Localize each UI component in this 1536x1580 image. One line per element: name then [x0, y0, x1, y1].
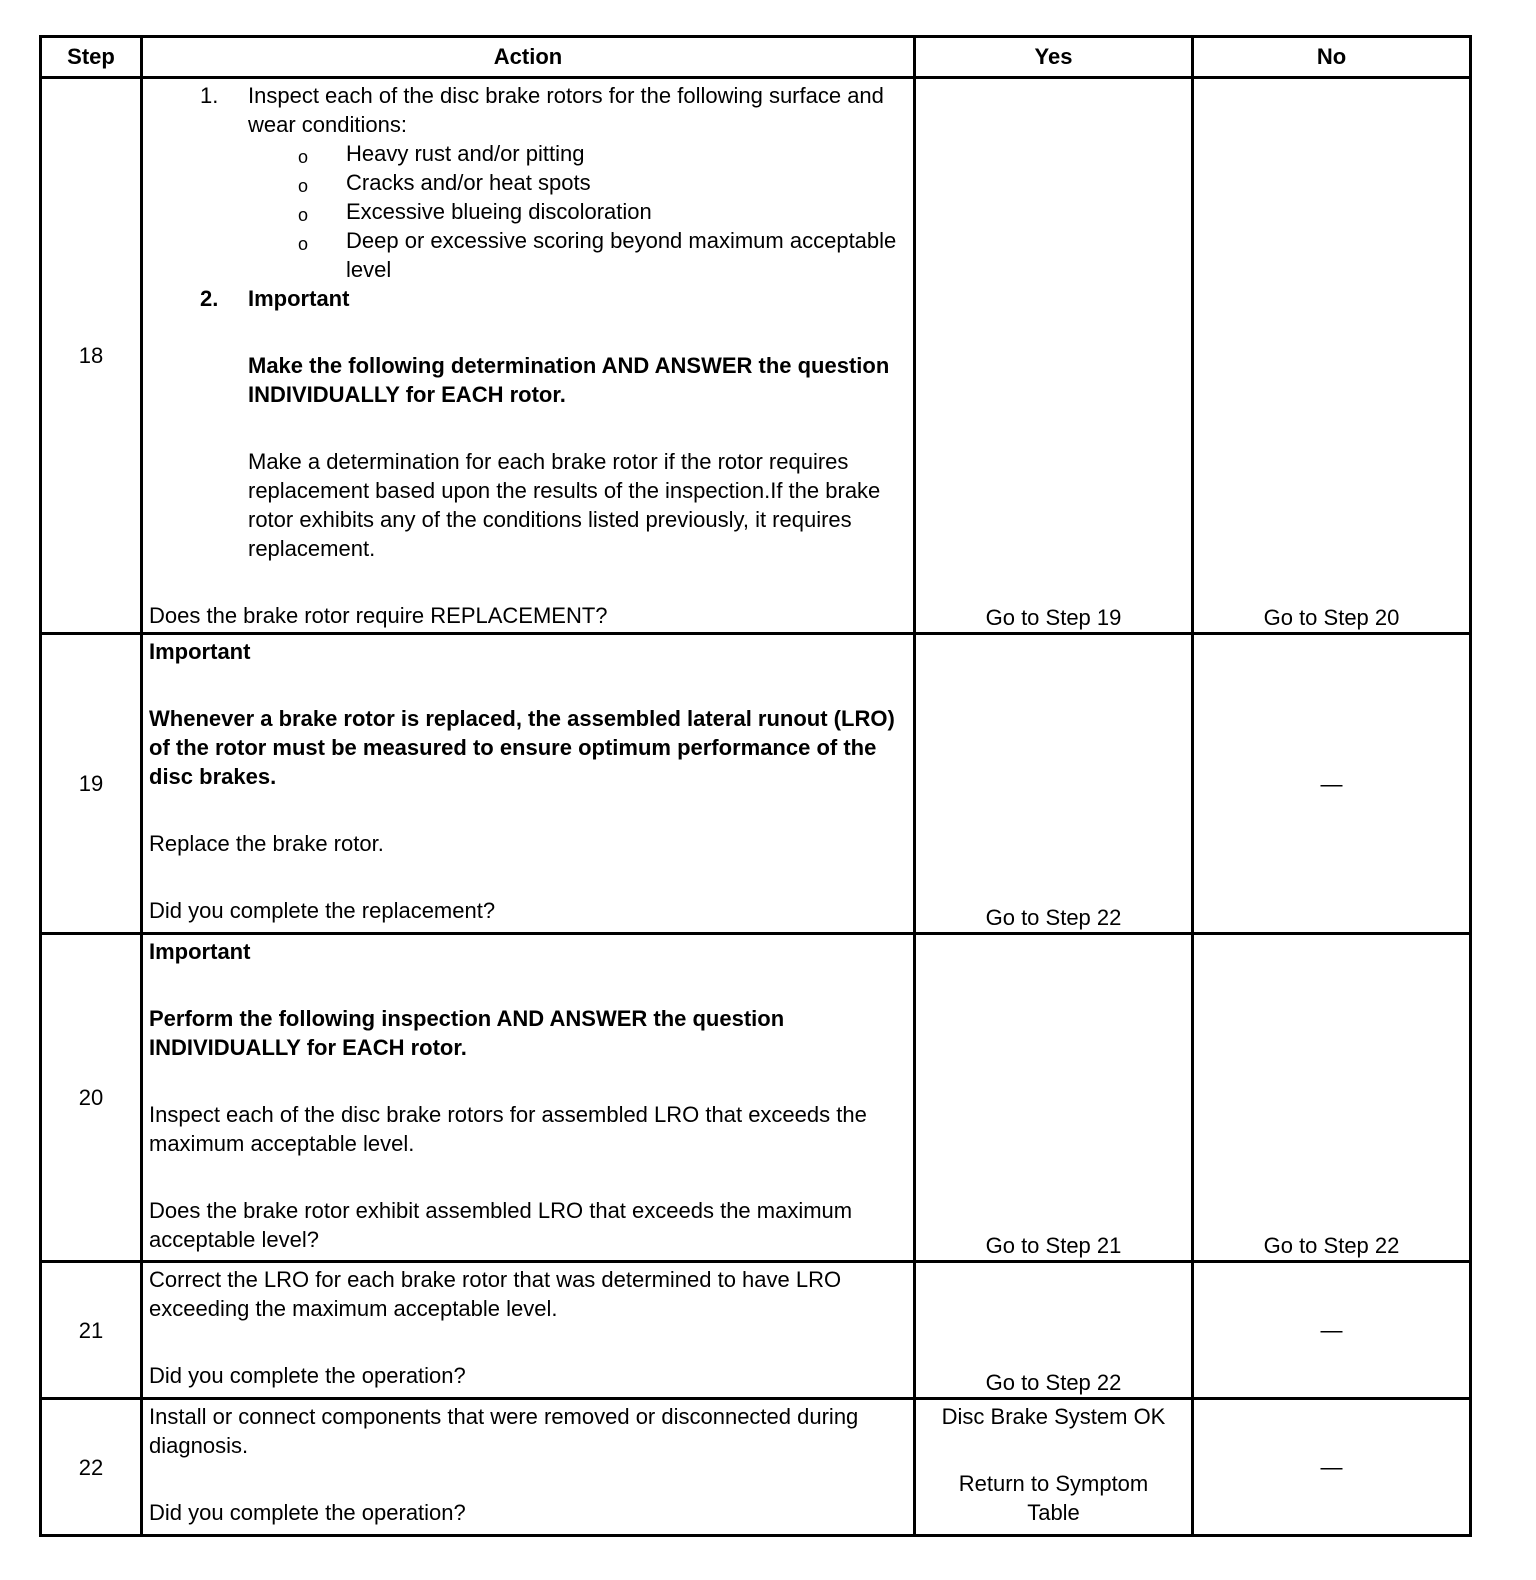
- bullet-list: [248, 139, 907, 284]
- action-cell: [142, 1262, 915, 1399]
- diagnostic-table: [39, 35, 1472, 1537]
- table-row-step-21: [41, 1262, 1471, 1399]
- no-answer: —: [1320, 1454, 1343, 1480]
- diagnostic-table-container: [39, 35, 1472, 1537]
- no-cell: [1193, 78, 1471, 634]
- no-cell: [1193, 634, 1471, 934]
- yes-cell: [915, 634, 1193, 934]
- yes-cell: [915, 934, 1193, 1262]
- header-row: [41, 37, 1471, 78]
- header-no: No: [1193, 37, 1471, 78]
- no-answer: —: [1320, 1317, 1343, 1343]
- list-item-text: Inspect each of the disc brake rotors for the following surface and wear conditions:: [248, 83, 884, 137]
- no-cell: [1193, 1262, 1471, 1399]
- step-number: 21: [41, 1262, 142, 1399]
- question-text: Did you complete the operation?: [149, 1363, 466, 1388]
- bullet-icon: o: [298, 147, 309, 167]
- bullet-text: Excessive blueing discoloration: [346, 199, 652, 224]
- step-number: 18: [41, 78, 142, 634]
- table-row-step-22: [41, 1399, 1471, 1536]
- action-text: Inspect each of the disc brake rotors for assembled LRO that exceeds the maximum acceptable level.: [149, 1102, 867, 1156]
- important-note: Whenever a brake rotor is replaced, the assembled lateral runout (LRO) of the rotor must be measured to ensure optimum performance of the disc brakes.: [149, 706, 895, 789]
- table-row-step-18: [41, 78, 1471, 634]
- yes-answer: Go to Step 22: [985, 1370, 1122, 1395]
- no-answer: Go to Step 20: [1263, 605, 1400, 630]
- action-cell: [142, 934, 915, 1262]
- yes-cell: [915, 1399, 1193, 1536]
- important-label: Important: [248, 286, 350, 311]
- action-text: Replace the brake rotor.: [149, 831, 384, 856]
- determination-text: Make a determination for each brake rotor if the rotor requires replacement based upon the results of the inspection.If the brake rotor exhibits any of the conditions listed previously, it requires replacement.: [248, 449, 881, 561]
- yes-answer: Go to Step 22: [985, 905, 1122, 930]
- yes-answer: Go to Step 21: [985, 1233, 1122, 1258]
- step-number: 19: [41, 634, 142, 934]
- bullet-item: [298, 197, 907, 226]
- question-text: Does the brake rotor require REPLACEMENT?: [149, 603, 608, 628]
- question-text: Does the brake rotor exhibit assembled LRO that exceeds the maximum acceptable level?: [149, 1198, 853, 1252]
- bullet-item: [298, 168, 907, 197]
- no-cell: [1193, 934, 1471, 1262]
- header-yes: Yes: [915, 37, 1193, 78]
- yes-answer: Go to Step 19: [985, 605, 1122, 630]
- list-item: [200, 81, 907, 284]
- important-label: Important: [149, 639, 251, 664]
- bullet-text: Cracks and/or heat spots: [346, 170, 591, 195]
- bullet-text: Heavy rust and/or pitting: [346, 141, 585, 166]
- bullet-item: [298, 226, 907, 284]
- header-action: Action: [142, 37, 915, 78]
- bullet-icon: o: [298, 205, 309, 225]
- step-number: 20: [41, 934, 142, 1262]
- yes-answer-status: Disc Brake System OK: [941, 1404, 1166, 1429]
- yes-cell: [915, 78, 1193, 634]
- header-step: Step: [41, 37, 142, 78]
- bullet-text: Deep or excessive scoring beyond maximum acceptable level: [346, 228, 897, 282]
- bullet-icon: o: [298, 234, 309, 254]
- question-text: Did you complete the replacement?: [149, 898, 496, 923]
- list-item: [200, 284, 907, 601]
- bullet-item: [298, 139, 907, 168]
- yes-cell: [915, 1262, 1193, 1399]
- important-label: Important: [149, 939, 251, 964]
- table-row-step-19: [41, 634, 1471, 934]
- list-number: 1.: [200, 83, 219, 108]
- yes-answer-return: Return to Symptom Table: [958, 1471, 1149, 1525]
- step-number: 22: [41, 1399, 142, 1536]
- list-number: 2.: [200, 286, 219, 311]
- important-note: Make the following determination AND ANSWER the question INDIVIDUALLY for EACH rotor.: [248, 353, 890, 407]
- action-cell: [142, 1399, 915, 1536]
- table-row-step-20: [41, 934, 1471, 1262]
- action-text: Install or connect components that were removed or disconnected during diagnosis.: [149, 1404, 859, 1458]
- bullet-icon: o: [298, 176, 309, 196]
- no-answer: —: [1320, 771, 1343, 796]
- action-cell: [142, 78, 915, 634]
- numbered-list: [149, 81, 907, 601]
- action-cell: [142, 634, 915, 934]
- no-cell: [1193, 1399, 1471, 1536]
- question-text: Did you complete the operation?: [149, 1500, 466, 1525]
- action-text: Correct the LRO for each brake rotor that was determined to have LRO exceeding the maximum acceptable level.: [149, 1267, 842, 1321]
- important-note: Perform the following inspection AND ANSWER the question INDIVIDUALLY for EACH rotor.: [149, 1006, 785, 1060]
- no-answer: Go to Step 22: [1263, 1233, 1400, 1258]
